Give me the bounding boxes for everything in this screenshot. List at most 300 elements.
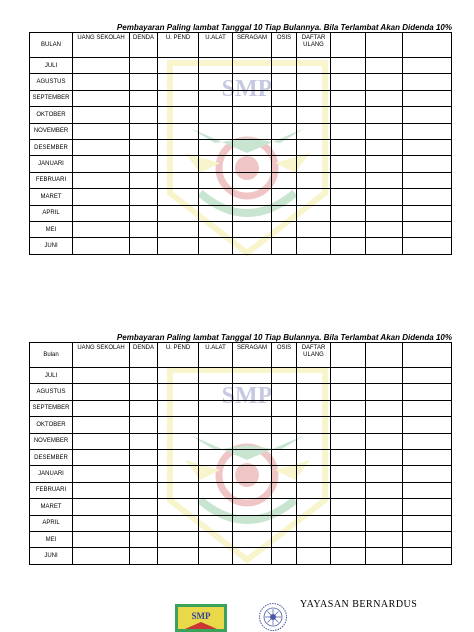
payment-cell[interactable] — [366, 384, 403, 400]
table-row — [30, 172, 452, 188]
payment-cell[interactable] — [272, 466, 297, 482]
payment-cell[interactable] — [73, 74, 130, 90]
payment-cell[interactable] — [233, 172, 272, 188]
payment-cell[interactable] — [297, 139, 331, 155]
payment-cell[interactable] — [403, 172, 452, 188]
month-cell: JULI — [30, 368, 73, 384]
payment-cell[interactable] — [331, 221, 366, 237]
payment-cell[interactable] — [272, 123, 297, 139]
payment-cell[interactable] — [130, 123, 158, 139]
payment-cell[interactable] — [366, 139, 403, 155]
payment-cell[interactable] — [297, 384, 331, 400]
payment-cell[interactable] — [233, 90, 272, 106]
payment-cell[interactable] — [158, 433, 199, 449]
header-cell — [331, 33, 366, 58]
payment-cell[interactable] — [73, 384, 130, 400]
payment-cell[interactable] — [233, 238, 272, 254]
table-row — [30, 449, 452, 465]
payment-cell[interactable] — [297, 58, 331, 74]
payment-cell[interactable] — [73, 58, 130, 74]
payment-cell[interactable] — [331, 139, 366, 155]
table-row — [30, 221, 452, 237]
table-header-row — [30, 343, 452, 368]
payment-cell[interactable] — [130, 189, 158, 205]
payment-cell[interactable] — [130, 499, 158, 515]
table-row — [30, 531, 452, 547]
payment-cell[interactable] — [297, 417, 331, 433]
payment-cell[interactable] — [233, 156, 272, 172]
payment-cell[interactable] — [199, 417, 233, 433]
payment-cell[interactable] — [366, 400, 403, 416]
table-row — [30, 107, 452, 123]
payment-cell[interactable] — [331, 58, 366, 74]
month-cell: JULI — [30, 58, 73, 74]
payment-cell[interactable] — [297, 466, 331, 482]
payment-cell[interactable] — [272, 449, 297, 465]
payment-cell[interactable] — [130, 449, 158, 465]
payment-cell[interactable] — [272, 433, 297, 449]
payment-cell[interactable] — [73, 482, 130, 498]
payment-cell[interactable] — [297, 221, 331, 237]
payment-table — [29, 32, 452, 255]
payment-cell[interactable] — [331, 548, 366, 564]
payment-cell[interactable] — [331, 515, 366, 531]
payment-cell[interactable] — [272, 221, 297, 237]
payment-cell[interactable] — [366, 123, 403, 139]
payment-cell[interactable] — [130, 90, 158, 106]
payment-cell[interactable] — [272, 156, 297, 172]
payment-cell[interactable] — [199, 531, 233, 547]
payment-cell[interactable] — [331, 384, 366, 400]
payment-cell[interactable] — [403, 417, 452, 433]
payment-cell[interactable] — [297, 515, 331, 531]
header-cell: OSIS — [272, 343, 297, 368]
header-cell: DAFTAR ULANG — [297, 33, 331, 58]
payment-cell[interactable] — [403, 90, 452, 106]
table-row — [30, 90, 452, 106]
payment-cell[interactable] — [73, 90, 130, 106]
payment-note: Pembayaran Paling lambat Tanggal 10 Tiap Bulannya. Bila Terlambat Akan Didenda 10% — [116, 23, 452, 32]
payment-cell[interactable] — [403, 466, 452, 482]
payment-cell[interactable] — [366, 531, 403, 547]
month-cell: JUNI — [30, 238, 73, 254]
payment-cell[interactable] — [158, 515, 199, 531]
payment-cell[interactable] — [403, 189, 452, 205]
school-badge-icon — [175, 604, 227, 632]
payment-cell[interactable] — [233, 139, 272, 155]
payment-cell[interactable] — [272, 400, 297, 416]
payment-cell[interactable] — [272, 384, 297, 400]
header-cell: U. PEND — [158, 343, 199, 368]
payment-cell[interactable] — [199, 433, 233, 449]
payment-cell[interactable] — [73, 417, 130, 433]
payment-cell[interactable] — [331, 433, 366, 449]
table-row — [30, 189, 452, 205]
payment-cell[interactable] — [130, 417, 158, 433]
header-cell: UANG SEKOLAH — [73, 343, 130, 368]
payment-cell[interactable] — [73, 548, 130, 564]
payment-cell[interactable] — [233, 433, 272, 449]
payment-cell[interactable] — [158, 221, 199, 237]
payment-cell[interactable] — [199, 58, 233, 74]
payment-cell[interactable] — [130, 172, 158, 188]
month-cell: DESEMBER — [30, 139, 73, 155]
payment-cell[interactable] — [73, 400, 130, 416]
payment-cell[interactable] — [73, 189, 130, 205]
payment-cell[interactable] — [297, 189, 331, 205]
payment-cell[interactable] — [297, 172, 331, 188]
payment-cell[interactable] — [158, 189, 199, 205]
month-cell: AGUSTUS — [30, 74, 73, 90]
watermark-text: SMP — [221, 76, 273, 102]
header-cell: BULAN — [30, 33, 73, 58]
payment-cell[interactable] — [297, 90, 331, 106]
table-row — [30, 58, 452, 74]
payment-cell[interactable] — [199, 548, 233, 564]
payment-cell[interactable] — [233, 417, 272, 433]
payment-cell[interactable] — [158, 482, 199, 498]
payment-cell[interactable] — [158, 368, 199, 384]
payment-cell[interactable] — [366, 482, 403, 498]
payment-cell[interactable] — [130, 156, 158, 172]
payment-cell[interactable] — [403, 156, 452, 172]
payment-cell[interactable] — [199, 400, 233, 416]
payment-cell[interactable] — [130, 58, 158, 74]
payment-cell[interactable] — [158, 499, 199, 515]
payment-cell[interactable] — [331, 107, 366, 123]
payment-cell[interactable] — [199, 107, 233, 123]
table-header-row — [30, 33, 452, 58]
payment-cell[interactable] — [272, 368, 297, 384]
month-cell: MARET — [30, 189, 73, 205]
payment-cell[interactable] — [158, 205, 199, 221]
payment-cell[interactable] — [403, 221, 452, 237]
payment-cell[interactable] — [366, 221, 403, 237]
month-cell: SEPTEMBER — [30, 400, 73, 416]
payment-cell[interactable] — [73, 238, 130, 254]
payment-cell[interactable] — [366, 433, 403, 449]
payment-cell[interactable] — [199, 189, 233, 205]
payment-cell[interactable] — [331, 189, 366, 205]
payment-cell[interactable] — [272, 90, 297, 106]
payment-cell[interactable] — [297, 400, 331, 416]
payment-cell[interactable] — [331, 205, 366, 221]
table-row — [30, 139, 452, 155]
payment-cell[interactable] — [158, 531, 199, 547]
header-cell — [403, 33, 452, 58]
payment-cell[interactable] — [233, 548, 272, 564]
payment-cell[interactable] — [199, 74, 233, 90]
payment-table — [29, 342, 452, 565]
header-cell: U.ALAT — [199, 343, 233, 368]
payment-cell[interactable] — [272, 107, 297, 123]
payment-cell[interactable] — [366, 107, 403, 123]
payment-cell[interactable] — [366, 499, 403, 515]
payment-cell[interactable] — [199, 90, 233, 106]
table-row — [30, 548, 452, 564]
payment-cell[interactable] — [158, 384, 199, 400]
payment-cell[interactable] — [158, 139, 199, 155]
payment-cell[interactable] — [158, 417, 199, 433]
payment-cell[interactable] — [158, 58, 199, 74]
payment-cell[interactable] — [130, 482, 158, 498]
payment-cell[interactable] — [199, 172, 233, 188]
payment-cell[interactable] — [403, 368, 452, 384]
payment-cell[interactable] — [272, 417, 297, 433]
payment-cell[interactable] — [199, 482, 233, 498]
payment-cell[interactable] — [233, 58, 272, 74]
payment-cell[interactable] — [272, 74, 297, 90]
payment-cell[interactable] — [130, 74, 158, 90]
payment-cell[interactable] — [233, 400, 272, 416]
table-row — [30, 417, 452, 433]
payment-cell[interactable] — [403, 139, 452, 155]
header-cell: UANG SEKOLAH — [73, 33, 130, 58]
payment-cell[interactable] — [331, 531, 366, 547]
payment-cell[interactable] — [158, 156, 199, 172]
foundation-seal-icon — [258, 602, 288, 632]
payment-cell[interactable] — [331, 172, 366, 188]
payment-cell[interactable] — [331, 449, 366, 465]
month-cell: FEBRUARI — [30, 172, 73, 188]
payment-cell[interactable] — [366, 449, 403, 465]
payment-cell[interactable] — [73, 499, 130, 515]
payment-cell[interactable] — [158, 238, 199, 254]
payment-cell[interactable] — [366, 74, 403, 90]
payment-cell[interactable] — [130, 531, 158, 547]
payment-cell[interactable] — [366, 417, 403, 433]
payment-cell[interactable] — [331, 482, 366, 498]
payment-cell[interactable] — [403, 107, 452, 123]
payment-cell[interactable] — [297, 156, 331, 172]
table-row — [30, 74, 452, 90]
payment-cell[interactable] — [130, 384, 158, 400]
payment-cell[interactable] — [158, 400, 199, 416]
payment-cell[interactable] — [272, 548, 297, 564]
header-cell: DENDA — [130, 343, 158, 368]
payment-cell[interactable] — [403, 58, 452, 74]
payment-cell[interactable] — [130, 238, 158, 254]
payment-cell[interactable] — [272, 172, 297, 188]
payment-cell[interactable] — [331, 368, 366, 384]
payment-cell[interactable] — [199, 499, 233, 515]
payment-cell[interactable] — [130, 515, 158, 531]
payment-cell[interactable] — [403, 531, 452, 547]
payment-cell[interactable] — [297, 499, 331, 515]
payment-cell[interactable] — [297, 531, 331, 547]
payment-cell[interactable] — [158, 449, 199, 465]
payment-cell[interactable] — [73, 449, 130, 465]
table-row — [30, 515, 452, 531]
header-cell: OSIS — [272, 33, 297, 58]
payment-cell[interactable] — [297, 433, 331, 449]
month-cell: SEPTEMBER — [30, 90, 73, 106]
payment-cell[interactable] — [199, 156, 233, 172]
payment-cell[interactable] — [366, 205, 403, 221]
payment-cell[interactable] — [73, 139, 130, 155]
header-cell: Bulan — [30, 343, 73, 368]
table-row — [30, 156, 452, 172]
payment-cell[interactable] — [73, 221, 130, 237]
payment-cell[interactable] — [233, 384, 272, 400]
payment-cell[interactable] — [272, 139, 297, 155]
payment-cell[interactable] — [331, 466, 366, 482]
payment-cell[interactable] — [272, 238, 297, 254]
payment-cell[interactable] — [403, 238, 452, 254]
payment-note: Pembayaran Paling lambat Tanggal 10 Tiap Bulannya. Bila Terlambat Akan Didenda 10% — [116, 333, 452, 342]
payment-cell[interactable] — [73, 368, 130, 384]
payment-cell[interactable] — [366, 156, 403, 172]
payment-cell[interactable] — [366, 90, 403, 106]
table-row — [30, 205, 452, 221]
payment-cell[interactable] — [403, 515, 452, 531]
payment-cell[interactable] — [331, 400, 366, 416]
payment-cell[interactable] — [158, 172, 199, 188]
payment-cell[interactable] — [403, 548, 452, 564]
payment-cell[interactable] — [272, 482, 297, 498]
payment-cell[interactable] — [233, 189, 272, 205]
payment-cell[interactable] — [233, 107, 272, 123]
payment-cell[interactable] — [233, 515, 272, 531]
payment-cell[interactable] — [331, 123, 366, 139]
payment-cell[interactable] — [331, 417, 366, 433]
month-cell: DESEMBER — [30, 449, 73, 465]
payment-cell[interactable] — [199, 139, 233, 155]
payment-cell[interactable] — [199, 466, 233, 482]
payment-cell[interactable] — [331, 499, 366, 515]
payment-cell[interactable] — [233, 205, 272, 221]
table-row — [30, 466, 452, 482]
payment-cell[interactable] — [403, 499, 452, 515]
payment-cell[interactable] — [73, 466, 130, 482]
payment-cell[interactable] — [233, 368, 272, 384]
payment-cell[interactable] — [73, 156, 130, 172]
payment-cell[interactable] — [272, 189, 297, 205]
payment-cell[interactable] — [233, 482, 272, 498]
payment-cell[interactable] — [130, 107, 158, 123]
payment-cell[interactable] — [297, 74, 331, 90]
payment-cell[interactable] — [403, 205, 452, 221]
table-row — [30, 384, 452, 400]
payment-cell[interactable] — [233, 449, 272, 465]
month-cell: MARET — [30, 499, 73, 515]
payment-cell[interactable] — [403, 123, 452, 139]
payment-cell[interactable] — [199, 123, 233, 139]
month-cell: JANUARI — [30, 466, 73, 482]
header-cell — [366, 343, 403, 368]
payment-cell[interactable] — [297, 123, 331, 139]
payment-cell[interactable] — [403, 449, 452, 465]
payment-cell[interactable] — [403, 482, 452, 498]
payment-cell[interactable] — [366, 238, 403, 254]
payment-cell[interactable] — [130, 433, 158, 449]
payment-cell[interactable] — [73, 205, 130, 221]
payment-cell[interactable] — [73, 433, 130, 449]
payment-cell[interactable] — [233, 221, 272, 237]
payment-cell[interactable] — [272, 205, 297, 221]
watermark-text: SMP — [221, 383, 273, 409]
payment-cell[interactable] — [130, 205, 158, 221]
payment-cell[interactable] — [158, 466, 199, 482]
payment-cell[interactable] — [130, 221, 158, 237]
payment-cell[interactable] — [158, 548, 199, 564]
payment-cell[interactable] — [199, 368, 233, 384]
payment-cell[interactable] — [366, 172, 403, 188]
payment-cell[interactable] — [331, 90, 366, 106]
payment-cell[interactable] — [199, 221, 233, 237]
payment-cell[interactable] — [73, 515, 130, 531]
payment-cell[interactable] — [199, 238, 233, 254]
payment-cell[interactable] — [297, 449, 331, 465]
payment-cell[interactable] — [366, 189, 403, 205]
payment-cell[interactable] — [403, 433, 452, 449]
payment-cell[interactable] — [331, 156, 366, 172]
month-cell: JUNI — [30, 548, 73, 564]
payment-cell[interactable] — [233, 499, 272, 515]
payment-cell[interactable] — [158, 74, 199, 90]
payment-cell[interactable] — [297, 482, 331, 498]
payment-cell[interactable] — [366, 368, 403, 384]
payment-cell[interactable] — [297, 238, 331, 254]
payment-cell[interactable] — [366, 515, 403, 531]
header-cell: SERAGAM — [233, 343, 272, 368]
payment-cell[interactable] — [130, 368, 158, 384]
table-row — [30, 368, 452, 384]
payment-cell[interactable] — [130, 466, 158, 482]
payment-cell[interactable] — [403, 74, 452, 90]
payment-cell[interactable] — [272, 531, 297, 547]
payment-cell[interactable] — [199, 449, 233, 465]
payment-cell[interactable] — [297, 107, 331, 123]
header-cell: DAFTAR ULANG — [297, 343, 331, 368]
payment-cell[interactable] — [130, 548, 158, 564]
payment-cell[interactable] — [233, 531, 272, 547]
header-cell: U. PEND — [158, 33, 199, 58]
payment-cell[interactable] — [366, 466, 403, 482]
payment-cell[interactable] — [233, 123, 272, 139]
month-cell: AGUSTUS — [30, 384, 73, 400]
payment-cell[interactable] — [272, 58, 297, 74]
table-row — [30, 123, 452, 139]
payment-cell[interactable] — [158, 123, 199, 139]
payment-cell[interactable] — [331, 74, 366, 90]
payment-cell[interactable] — [199, 205, 233, 221]
payment-cell[interactable] — [297, 548, 331, 564]
payment-cell[interactable] — [73, 531, 130, 547]
payment-cell[interactable] — [73, 172, 130, 188]
payment-cell[interactable] — [199, 384, 233, 400]
payment-cell[interactable] — [158, 90, 199, 106]
payment-cell[interactable] — [403, 400, 452, 416]
payment-cell[interactable] — [331, 238, 366, 254]
payment-cell[interactable] — [297, 205, 331, 221]
payment-cell[interactable] — [130, 139, 158, 155]
payment-cell[interactable] — [158, 107, 199, 123]
payment-cell[interactable] — [199, 515, 233, 531]
payment-cell[interactable] — [73, 107, 130, 123]
payment-cell[interactable] — [297, 368, 331, 384]
payment-cell[interactable] — [366, 548, 403, 564]
payment-cell[interactable] — [130, 400, 158, 416]
payment-cell[interactable] — [73, 123, 130, 139]
payment-cell[interactable] — [233, 74, 272, 90]
payment-cell[interactable] — [272, 515, 297, 531]
payment-cell[interactable] — [233, 466, 272, 482]
payment-cell[interactable] — [366, 58, 403, 74]
payment-cell[interactable] — [403, 384, 452, 400]
month-cell: OKTOBER — [30, 107, 73, 123]
payment-cell[interactable] — [272, 499, 297, 515]
